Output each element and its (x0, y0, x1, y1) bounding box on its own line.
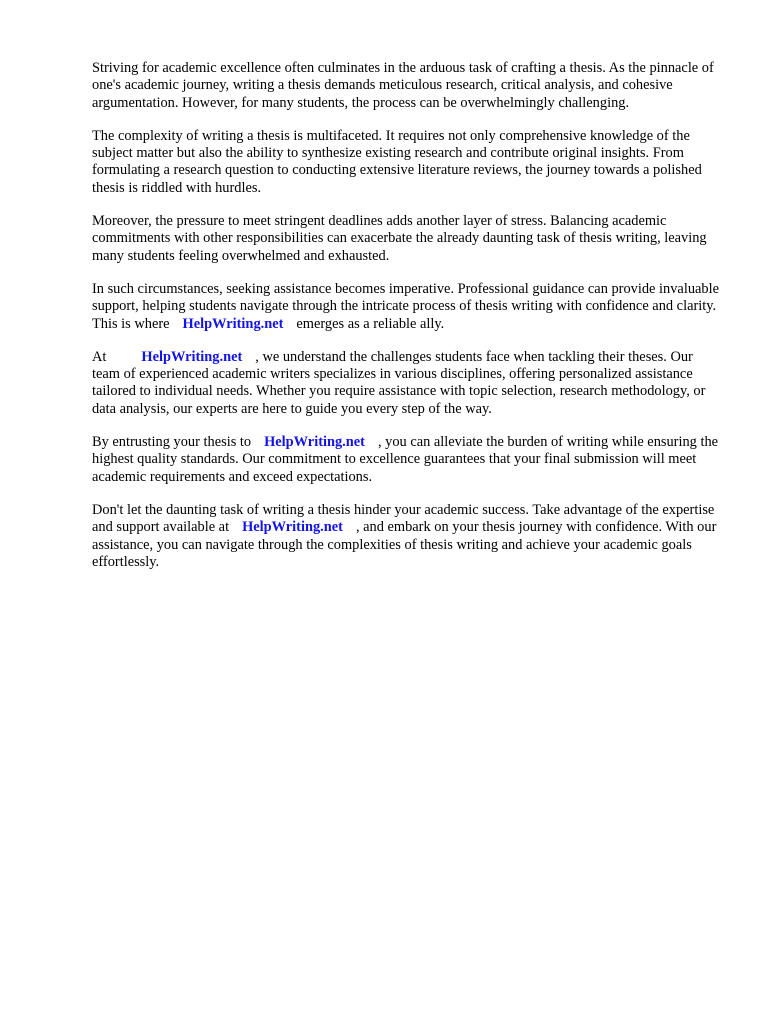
paragraph-complexity: The complexity of writing a thesis is multifaceted. It requires not only comprehensive knowledge of the subject matter but also the ability to synthesize existing research and contribute original insights. From formulating a research question to conducting extensive literature reviews, the journey towards a polished thesis is riddled with hurdles. (92, 127, 702, 196)
helpwriting-link[interactable]: HelpWriting.net (264, 434, 365, 451)
paragraph-text: , you can alleviate the burden of writing while ensuring the highest quality standards. Our commitment to excellence guarantees that your final submission will meet academic requirements and exceed expectations. (92, 434, 719, 485)
paragraph-intro: Striving for academic excellence often culminates in the arduous task of crafting a thesis. As the pinnacle of one's academic journey, writing a thesis demands meticulous research, critical analysis, and cohesive argumentation. However, for many students, the process can be overwhelmingly challenging. (92, 60, 714, 111)
paragraph-text: emerges as a reliable ally. (296, 315, 445, 332)
paragraph-text: By entrusting your thesis to (92, 434, 252, 451)
helpwriting-link[interactable]: HelpWriting.net (141, 348, 243, 365)
document-page (92, 60, 720, 587)
paragraph-text: , and embark on your thesis journey with confidence. With our assistance, you can navigate through the complexities of thesis writing and achieve your academic goals effortlessly. (92, 519, 717, 570)
paragraph-text: At (92, 348, 107, 365)
helpwriting-link[interactable]: HelpWriting.net (182, 315, 284, 332)
helpwriting-link[interactable]: HelpWriting.net (242, 519, 343, 536)
paragraph-closing (92, 502, 720, 571)
paragraph-pressure: Moreover, the pressure to meet stringent deadlines adds another layer of stress. Balancing academic commitments with other responsibilities can exacerbate the already daunting task of thesis writing, leaving many students feeling overwhelmed and exhausted. (92, 213, 707, 264)
paragraph-text: , we understand the challenges students face when tackling their theses. Our team of experienced academic writers specializes in various disciplines, offering personalized assistance tailored to individual needs. Whether you require assistance with topic selection, research methodology, or data analysis, our experts are here to guide you every step of the way. (92, 348, 706, 417)
paragraph-entrusting (92, 434, 720, 486)
paragraph-text: In such circumstances, seeking assistance becomes imperative. Professional guidance can provide invaluable support, helping students navigate through the intricate process of thesis writing with confidence and clarity. This is where (92, 280, 719, 332)
paragraph-about (92, 349, 720, 418)
paragraph-text: Don't let the daunting task of writing a thesis hinder your academic success. Take advantage of the expertise and support available at (92, 501, 715, 536)
paragraph-assistance (92, 281, 720, 333)
